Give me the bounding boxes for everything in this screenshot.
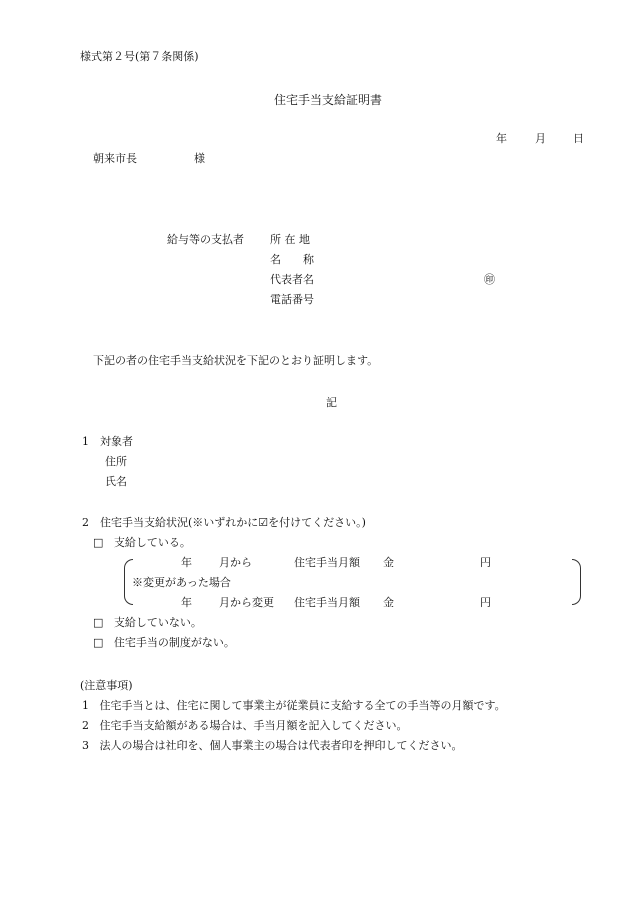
checkbox-not-paid[interactable]: □ <box>93 616 104 629</box>
note-number: 3 <box>82 739 89 752</box>
row2-year: 年 <box>181 596 192 609</box>
option-no-system-label: 住宅手当の制度がない。 <box>113 636 235 649</box>
intro-text: 下記の者の住宅手当支給状況を下記のとおり証明します。 <box>93 354 379 367</box>
row2-amount-label: 住宅手当月額 <box>294 596 360 609</box>
option-paid[interactable] <box>93 536 191 550</box>
section1-name-label: 氏名 <box>105 475 127 488</box>
checkbox-no-system[interactable]: □ <box>93 636 104 649</box>
payer-field-phone: 電話番号 <box>270 293 314 306</box>
notes-heading: (注意事項) <box>80 679 133 692</box>
checkbox-paid[interactable]: □ <box>93 536 104 549</box>
option-paid-label: 支給している。 <box>113 536 191 549</box>
seal-mark: ㊞ <box>484 273 495 286</box>
option-not-paid-label: 支給していない。 <box>113 616 202 629</box>
note-text: 住宅手当支給額がある場合は、手当月額を記入してください。 <box>99 719 408 732</box>
row1-kin: 金 <box>383 556 394 569</box>
date-month-label: 月 <box>535 132 546 145</box>
note-item-3 <box>82 739 463 753</box>
option-no-system[interactable] <box>93 636 235 650</box>
row1-year: 年 <box>181 556 192 569</box>
note-text: 法人の場合は社印を、個人事業主の場合は代表者印を押印してください。 <box>99 739 463 752</box>
section2-label: 2 住宅手当支給状況(※いずれかに☑を付けてください。) <box>82 516 366 529</box>
changed-note: ※変更があった場合 <box>132 576 231 589</box>
form-number: 様式第２号(第７条関係) <box>80 50 199 63</box>
note-item-2 <box>82 719 408 733</box>
date-day-label: 日 <box>573 132 584 145</box>
section1-label: 1 対象者 <box>82 435 133 448</box>
row2-from: 月から変更 <box>219 596 274 609</box>
addressee-honorific: 様 <box>194 152 205 165</box>
option-not-paid[interactable] <box>93 616 202 630</box>
addressee-name: 朝来市長 <box>93 152 137 165</box>
date-year-label: 年 <box>496 132 507 145</box>
record-mark: 記 <box>326 396 337 409</box>
note-text: 住宅手当とは、住宅に関して事業主が従業員に支給する全ての手当等の月額です。 <box>99 699 506 712</box>
payer-field-address: 所 在 地 <box>270 233 310 246</box>
payer-heading: 給与等の支払者 <box>167 233 244 246</box>
bracket-right <box>572 559 581 605</box>
note-number: 2 <box>82 719 89 732</box>
row2-yen: 円 <box>480 596 491 609</box>
payer-field-name: 名 称 <box>270 253 314 266</box>
note-number: 1 <box>82 699 89 712</box>
row1-yen: 円 <box>480 556 491 569</box>
row2-kin: 金 <box>383 596 394 609</box>
page-title: 住宅手当支給証明書 <box>274 93 383 107</box>
row1-from: 月から <box>219 556 252 569</box>
payer-field-representative: 代表者名 <box>270 273 314 286</box>
row1-amount-label: 住宅手当月額 <box>294 556 360 569</box>
section1-address-label: 住所 <box>105 455 127 468</box>
note-item-1 <box>82 699 506 713</box>
